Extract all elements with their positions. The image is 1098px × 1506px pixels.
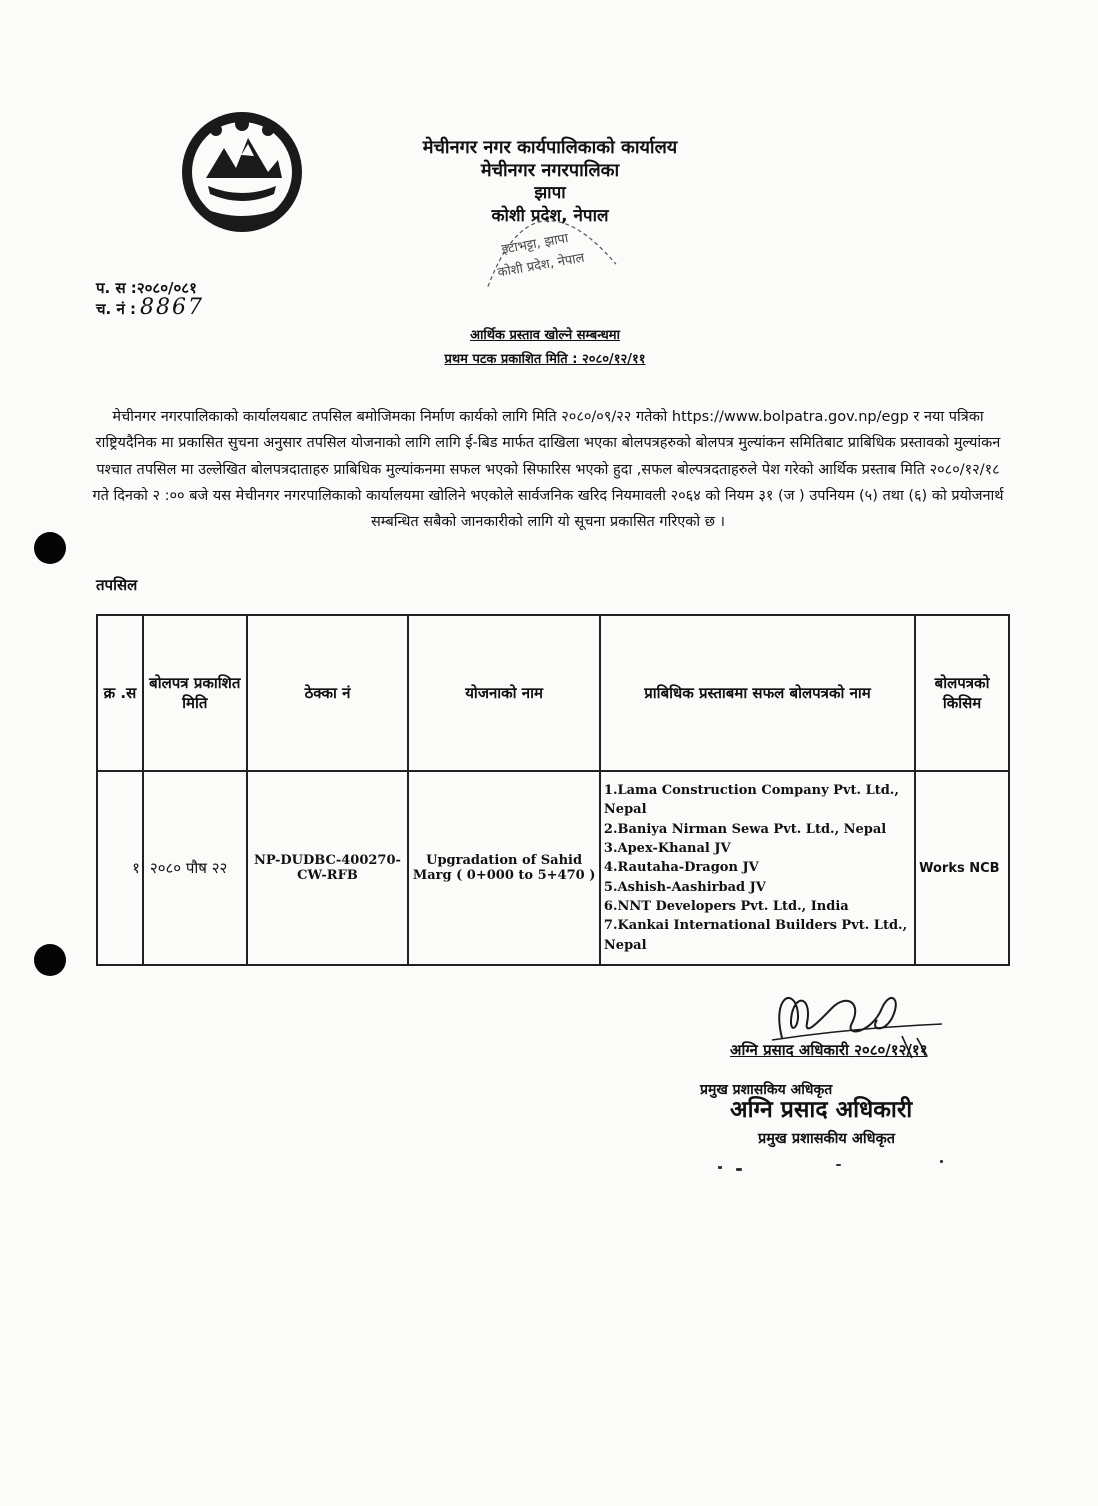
signatory-title-top: प्रमुख प्रशासकिय अधिकृत [700, 1082, 833, 1098]
header-contract-no: ठेक्का नं [247, 615, 409, 771]
subject-date: प्रथम पटक प्रकाशित मिति : २०८०/१२/११ [444, 352, 646, 367]
scan-speck [736, 1168, 742, 1171]
header-bid-type: बोलपत्रको किसिम [915, 615, 1009, 771]
scan-speck [836, 1164, 841, 1166]
province-name: कोशी प्रदेश, नेपाल [491, 206, 609, 226]
signatory-handwritten-name [730, 1040, 927, 1060]
signatory-name: अग्नि प्रसाद अधिकारी [730, 1097, 913, 1123]
bidders-table [96, 614, 1010, 966]
office-stamp [461, 164, 630, 308]
subject-title: आर्थिक प्रस्ताव खोल्ने सम्बन्धमा [470, 328, 620, 343]
patra-sankhya-value: २०८०/०८१ [136, 279, 197, 297]
table-row [97, 771, 1009, 965]
cell-published-date: २०८० पौष २२ [143, 771, 247, 965]
header-project-name: योजनाको नाम [408, 615, 600, 771]
chalani-label: च. नं : [96, 300, 136, 318]
patra-sankhya-label: प. स : [96, 279, 137, 297]
chalani-number [96, 295, 204, 320]
punch-hole-mark [34, 532, 66, 564]
bidder-item: 3.Apex-Khanal JV [603, 841, 731, 857]
cell-bidders [600, 771, 915, 965]
signatory-name-hand: अग्नि प्रसाद अधिकारी [730, 1041, 849, 1059]
bidder-item: 5.Ashish-Aashirbad JV [603, 879, 766, 895]
cell-bid-type: Works NCB [915, 771, 1009, 965]
svg-text:इटाभट्टा, झापा: इटाभट्टा, झापा [500, 231, 570, 258]
cell-project-name: Upgradation of Sahid Marg ( 0+000 to 5+470 ) [408, 771, 600, 965]
municipality-name: मेचीनगर नगरपालिका [480, 160, 620, 181]
punch-hole-mark [34, 944, 66, 976]
bidder-item: 6.NNT Developers Pvt. Ltd., India [603, 898, 849, 914]
chalani-value: 8867 [140, 295, 204, 320]
nepal-emblem-icon [178, 108, 306, 236]
details-heading: तपसिल [96, 576, 138, 594]
cell-contract-no: NP-DUDBC-400270-CW-RFB [247, 771, 409, 965]
office-name: मेचीनगर नगर कार्यपालिकाको कार्यालय [422, 137, 678, 158]
svg-text:कोशी प्रदेश, नेपाल: कोशी प्रदेश, नेपाल [496, 250, 586, 281]
reference-block [96, 278, 204, 319]
bidder-item: 7.Kankai International Builders Pvt. Ltd., Nepal [603, 918, 908, 953]
header-sn: क्र .स [97, 615, 143, 771]
bidder-item: 1.Lama Construction Company Pvt. Ltd., Nepal [603, 783, 899, 818]
signatory-title: प्रमुख प्रशासकीय अधिकृत [758, 1131, 895, 1147]
header-published-date: बोलपत्र प्रकाशित मिति [143, 615, 247, 771]
bidder-item: 2.Baniya Nirman Sewa Pvt. Ltd., Nepal [603, 821, 887, 837]
table-header-row [97, 615, 1009, 771]
header-successful-bidders: प्राबिधिक प्रस्ताबमा सफल बोलपत्रको नाम [600, 615, 915, 771]
scan-speck [940, 1160, 943, 1163]
bidder-item: 4.Rautaha-Dragon JV [603, 860, 759, 876]
scan-speck [718, 1166, 722, 1169]
cell-sn: १ [97, 771, 143, 965]
district-name: झापा [534, 183, 566, 203]
signature-date: २०८०/१२/११ [854, 1041, 928, 1059]
notice-paragraph: मेचीनगर नगरपालिकाको कार्यालयबाट तपसिल बमोजिमका निर्माण कार्यको लागि मिति २०८०/०९/२२ गतेको https://www.bolpatra.gov.np/egp र नया पत्रिका राष्ट्रियदैनिक मा प्रकासित सुचना अनुसार तपसिल योजनाको लागि लागि ई-बिड मार्फत दाखिला भएका बोलपत्रहरुको बोलपत्र मुल्यांकन समितिबाट प्राबिधिक प्रस्तावको मुल्यांकन पश्चात तपसिल मा उल्लेखित बोलपत्रदाताहरु प्राबिधिक मुल्यांकनमा सफल भएको सिफारिस भएको हुदा ,सफल बोल्पत्रदताहरुले पेश गरेको आर्थिक प्रस्ताब मिति २०८०/१२/१८ गते दिनको २ :०० बजे यस मेचीनगर नगरपालिकाको कार्यालयमा खोलिने भएकोले सार्वजनिक खरिद नियमावली २०६४ को नियम ३१ (ज ) उपनियम (५) तथा (६) को प्रयोजनार्थ सम्बन्धित सबैको जानकारीको लागि यो सूचना प्रकासित गरिएको छ । [92, 409, 1004, 531]
